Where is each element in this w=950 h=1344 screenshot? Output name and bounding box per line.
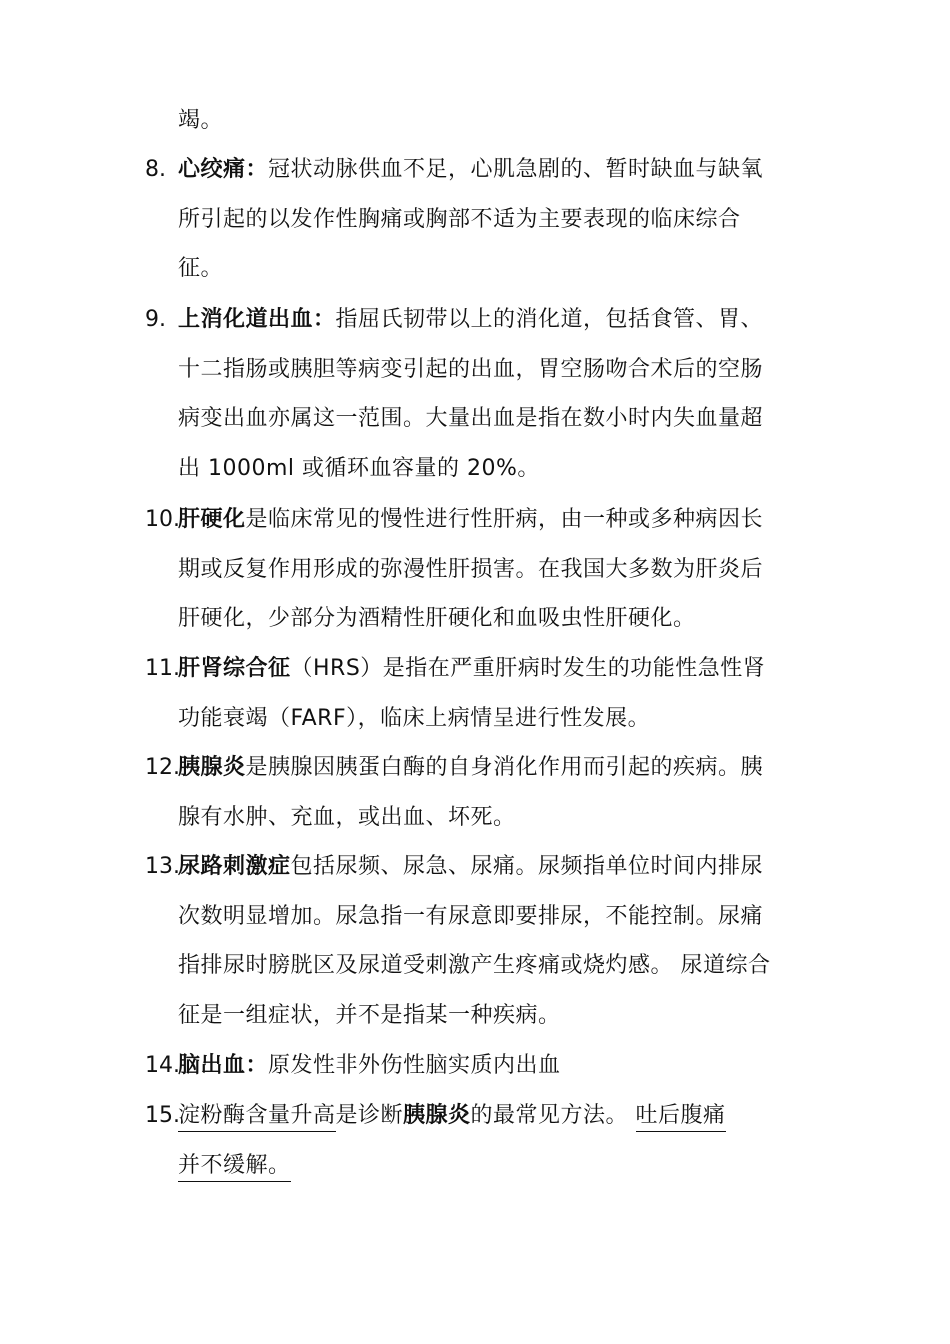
item-number: 12.: [145, 755, 180, 780]
item-line: [178, 505, 763, 535]
item-line: [178, 1101, 726, 1131]
item-line: [178, 803, 516, 833]
item-number: 10.: [145, 507, 180, 532]
body-text: 所引起的以发作性胸痛或胸部不适为主要表现的临床综合: [178, 206, 741, 232]
body-text: 是临床常见的慢性进行性肝病，由一种或多种病因长: [245, 507, 764, 532]
underlined-text: 吐后腹痛: [636, 1103, 726, 1132]
item-line: [178, 951, 771, 981]
term-heading: 肝硬化: [178, 507, 246, 532]
body-text: 的最常见方法。: [470, 1103, 636, 1128]
item-line: [178, 254, 223, 284]
term-heading: 上消化道出血：: [178, 307, 336, 332]
body-text: 征是一组症状，并不是指某一种疾病。: [178, 1003, 561, 1029]
item-line: [178, 852, 763, 882]
body-text: 征。: [178, 256, 224, 282]
item-line: [178, 902, 763, 932]
item-line: [178, 654, 765, 684]
item-line: [178, 1151, 291, 1181]
body-text: 次数明显增加。尿急指一有尿意即要排尿，不能控制。尿痛: [178, 903, 764, 929]
body-text: 功能衰竭（FARF），临床上病情呈进行性发展。: [178, 705, 651, 731]
item-line: [178, 106, 223, 136]
item-number: 13.: [145, 854, 180, 879]
item-line: [178, 555, 763, 585]
body-text: 指排尿时膀胱区及尿道受刺激产生疼痛或烧灼感。 尿道综合: [178, 953, 771, 979]
body-text: 原发性非外伤性脑实质内出血: [268, 1053, 561, 1078]
term-heading: 胰腺炎: [178, 755, 246, 780]
body-text: 病变出血亦属这一范围。大量出血是指在数小时内失血量超: [178, 406, 764, 432]
term-heading: 肝肾综合征: [178, 656, 291, 681]
item-line: [178, 604, 696, 634]
term-heading: 胰腺炎: [403, 1103, 471, 1128]
body-text: 指屈氏韧带以上的消化道，包括食管、胃、: [335, 307, 764, 332]
term-heading: 心绞痛：: [178, 157, 269, 182]
body-text: 肝硬化，少部分为酒精性肝硬化和血吸虫性肝硬化。: [178, 606, 696, 632]
item-line: [178, 155, 763, 185]
underlined-text: 并不缓解。: [178, 1153, 291, 1182]
underlined-text: 淀粉酶含量升高: [178, 1103, 336, 1132]
item-line: [178, 454, 540, 484]
item-number: 15.: [145, 1103, 180, 1128]
body-text: 出 1000ml 或循环血容量的 20%。: [178, 456, 540, 482]
body-text: （HRS）是指在严重肝病时发生的功能性急性肾: [290, 656, 766, 681]
body-text: 十二指肠或胰胆等病变引起的出血，胃空肠吻合术后的空肠: [178, 356, 764, 382]
term-heading: 脑出血：: [178, 1053, 269, 1078]
item-line: [178, 205, 741, 235]
item-line: [178, 704, 650, 734]
body-text: 是胰腺因胰蛋白酶的自身消化作用而引起的疾病。胰: [245, 755, 764, 780]
item-line: [178, 753, 763, 783]
body-text: 腺有水肿、充血，或出血、坏死。: [178, 804, 516, 830]
body-text: 冠状动脉供血不足，心肌急剧的、暂时缺血与缺氧: [268, 157, 764, 182]
item-line: [178, 1001, 561, 1031]
body-text: 是诊断: [335, 1103, 404, 1128]
body-text: 包括尿频、尿急、尿痛。尿频指单位时间内排尿: [290, 854, 764, 879]
item-number: 8.: [145, 157, 166, 182]
term-heading: 尿路刺激症: [178, 854, 291, 879]
item-line: [178, 355, 763, 385]
item-line: [178, 305, 763, 335]
item-line: [178, 404, 763, 434]
body-text: 竭。: [178, 108, 224, 133]
item-number: 11.: [145, 656, 180, 681]
body-text: 期或反复作用形成的弥漫性肝损害。在我国大多数为肝炎后: [178, 556, 764, 582]
item-line: [178, 1051, 561, 1081]
item-number: 14.: [145, 1053, 180, 1078]
item-number: 9.: [145, 307, 166, 332]
